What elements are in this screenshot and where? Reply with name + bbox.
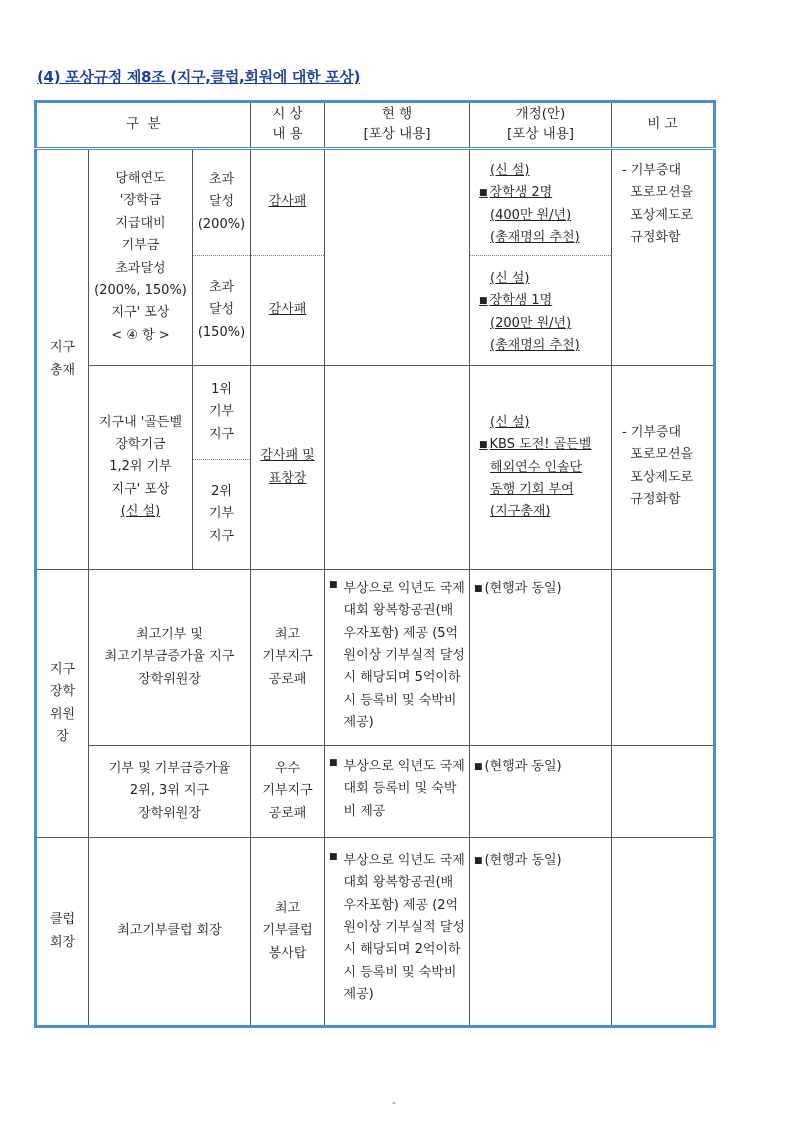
square-bullet-icon: ■ (479, 188, 488, 199)
excess-current (325, 149, 470, 366)
header-category: 구 분 (36, 102, 251, 149)
current-bullet-line (329, 578, 465, 735)
page-number: - (392, 1096, 396, 1109)
top-scholarship-remarks (612, 570, 715, 746)
square-bullet-icon: ■ (474, 856, 483, 866)
golden-bell-award-line2: 표창장 (268, 470, 307, 486)
excess-revised-150 (470, 256, 612, 366)
second-scholarship-revised (470, 746, 612, 838)
excess-remarks: - 기부증대 포로모션을 포상제도로 규정화함 (612, 149, 715, 366)
excess-revised-200 (470, 149, 612, 256)
revised-new-label: (신 설) (490, 415, 530, 430)
revised-new-label: (신 설) (490, 163, 530, 178)
group-district-scholarship: 지구 장학 위원 장 (36, 570, 89, 838)
square-bullet-icon: ■ (474, 584, 483, 594)
second-scholarship-current (325, 746, 470, 838)
excess-award-200: 감사패 (251, 149, 325, 256)
revised-bullet-line (476, 290, 607, 312)
revised-bullet-line (476, 434, 607, 456)
top-club-current (325, 838, 470, 1027)
excess-award-150: 감사패 (251, 256, 325, 366)
section-title: (4) 포상규정 제8조 (지구,클럽,회원에 대한 포상) (37, 68, 361, 86)
golden-bell-revised (470, 366, 612, 570)
top-scholarship-revised (470, 570, 612, 746)
revised-recommend: (총재명의 추천) (490, 338, 580, 354)
revised-text: (현행과 동일) (484, 853, 562, 868)
revised-bullet-line (476, 182, 607, 204)
square-bullet-icon: ■ (479, 440, 488, 451)
revised-scholars-count: 장학생 1명 (489, 293, 553, 309)
top-scholarship-award: 최고 기부지구 공로패 (251, 570, 325, 746)
current-text: 부상으로 익년도 국제대회 왕복항공권(배우자포함) 제공 (5억원이상 기부실적 달성시 해당되며 5억이하시 등록비 및 숙박비 제공) (343, 581, 465, 731)
current-text: 부상으로 익년도 국제대회 왕복항공권(배우자포함) 제공 (2억원이상 기부실적 달성시 해당되며 2억이하시 등록비 및 숙박비 제공) (343, 853, 465, 1003)
current-text: 부상으로 익년도 국제대회 등록비 및 숙박비 제공 (343, 759, 465, 819)
group-district-governor: 지구 총재 (36, 149, 89, 570)
revised-line4: (지구총재) (490, 504, 551, 520)
header-revised: 개정(안) [포상 내용] (470, 102, 612, 149)
square-bullet-icon: ■ (479, 296, 488, 307)
award-regulation-table (34, 100, 716, 1028)
revised-amount: (400만 원/년) (490, 207, 572, 223)
excess-level-150: 초과 달성 (150%) (193, 256, 251, 366)
group-club-president: 클럽 회장 (36, 838, 89, 1027)
header-current: 현 행 [포상 내용] (325, 102, 470, 149)
golden-bell-remarks: - 기부증대 포로모션을 포상제도로 규정화함 (612, 366, 715, 570)
golden-bell-award (251, 366, 325, 570)
golden-bell-condition (89, 366, 193, 570)
header-remarks: 비 고 (612, 102, 715, 149)
second-scholarship-condition: 기부 및 기부금증가율 2위, 3위 지구 장학위원장 (89, 746, 251, 838)
revised-scholars-count: 장학생 2명 (489, 185, 553, 201)
revised-recommend: (총재명의 추천) (490, 230, 580, 246)
top-scholarship-current (325, 570, 470, 746)
revised-text: (현행과 동일) (484, 759, 562, 774)
current-bullet-line (329, 850, 465, 1007)
top-club-revised (470, 838, 612, 1027)
revised-program: KBS 도전! 골든벨 (489, 437, 592, 453)
top-club-condition: 최고기부클럽 회장 (89, 838, 251, 1027)
second-scholarship-award: 우수 기부지구 공로패 (251, 746, 325, 838)
square-bullet-icon: ■ (329, 852, 338, 862)
square-bullet-icon: ■ (329, 580, 338, 590)
golden-bell-award-line1: 감사패 및 (260, 448, 315, 464)
top-club-award: 최고 기부클럽 봉사탑 (251, 838, 325, 1027)
top-scholarship-condition: 최고기부 및 최고기부금증가율 지구 장학위원장 (89, 570, 251, 746)
header-award-type: 시 상 내 용 (251, 102, 325, 149)
golden-bell-new-label: (신 설) (120, 504, 161, 520)
golden-bell-level-1: 1위 기부 지구 (193, 366, 251, 460)
square-bullet-icon: ■ (474, 762, 483, 772)
revised-line3: 동행 기회 부여 (490, 482, 574, 498)
revised-line2: 해외연수 인솔단 (490, 459, 583, 475)
golden-bell-condition-text: 지구내 '골든벨 장학기금 1,2위 기부 지구' 포상 (98, 414, 183, 497)
second-scholarship-remarks (612, 746, 715, 838)
golden-bell-current (325, 366, 470, 570)
square-bullet-icon: ■ (329, 758, 338, 768)
golden-bell-level-2: 2위 기부 지구 (193, 460, 251, 570)
top-club-remarks (612, 838, 715, 1027)
revised-new-label: (신 설) (490, 271, 530, 286)
excess-condition: 당해연도 '장학금 지급대비 기부금 초과달성 (200%, 150%) 지구' 포상 < ④ 항 > (89, 149, 193, 366)
revised-amount: (200만 원/년) (490, 315, 572, 331)
current-bullet-line (329, 756, 465, 823)
revised-text: (현행과 동일) (484, 581, 562, 596)
excess-level-200: 초과 달성 (200%) (193, 149, 251, 256)
